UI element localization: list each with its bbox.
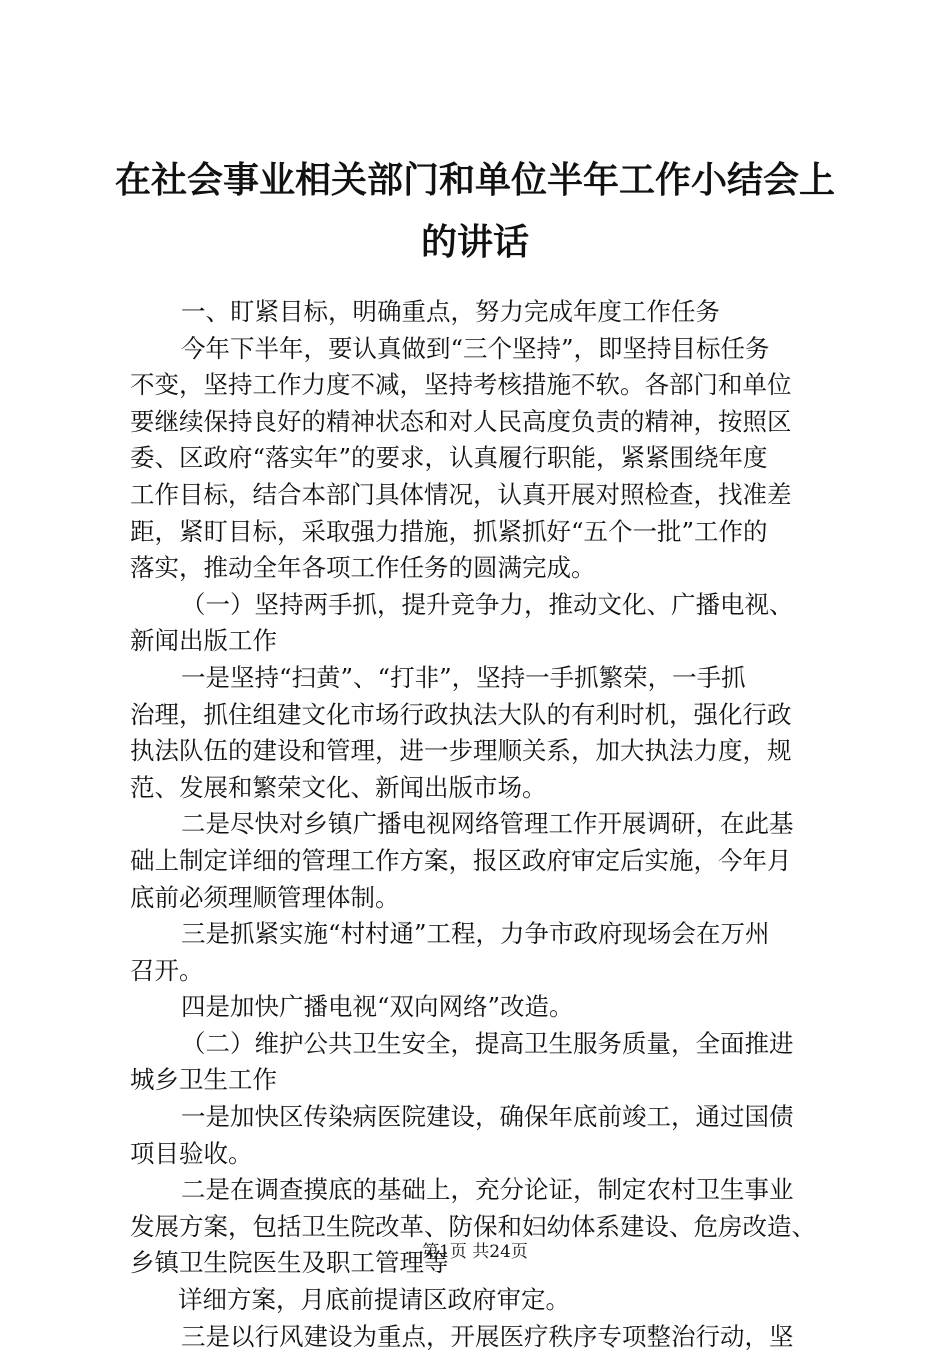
paragraph-line: 底前必须理顺管理体制。	[130, 882, 400, 912]
paragraph-line: 四是加快广播电视“双向网络”改造。	[181, 992, 574, 1022]
paragraph-line: 治理，抓住组建文化市场行政执法大队的有利时机，强化行政	[130, 699, 792, 729]
paragraph-line: 三是抓紧实施“村村通”工程，力争市政府现场会在万州	[181, 919, 770, 949]
document-title-line2: 的讲话	[420, 222, 529, 263]
document-body	[130, 294, 832, 1355]
paragraph-line: 三是以行风建设为重点，开展医疗秩序专项整治行动，坚	[181, 1321, 794, 1351]
paragraph-line: 要继续保持良好的精神状态和对人民高度负责的精神，按照区	[130, 406, 792, 436]
paragraph-line: 距，紧盯目标，采取强力措施，抓紧抓好“五个一批”工作的	[130, 516, 768, 546]
paragraph-line: 二是尽快对乡镇广播电视网络管理工作开展调研，在此基	[181, 809, 794, 839]
paragraph-line: 召开。	[130, 955, 204, 985]
subsection-heading: （一）坚持两手抓，提升竞争力，推动文化、广播电视、	[181, 589, 794, 619]
paragraph-line: 础上制定详细的管理工作方案，报区政府审定后实施，今年月	[130, 845, 792, 875]
paragraph-line: 二是在调查摸底的基础上，充分论证，制定农村卫生事业	[181, 1175, 794, 1205]
paragraph-line: 乡镇卫生院医生及职工管理等	[130, 1248, 449, 1278]
subsection-heading: 新闻出版工作	[130, 626, 277, 656]
paragraph-line: 今年下半年，要认真做到“三个坚持”，即坚持目标任务	[181, 333, 770, 363]
paragraph-line: 委、区政府“落实年”的要求，认真履行职能，紧紧围绕年度	[130, 443, 768, 473]
paragraph-line: 项目验收。	[130, 1138, 253, 1168]
paragraph-line: 发展方案，包括卫生院改革、防保和妇幼体系建设、危房改造、	[130, 1211, 816, 1241]
paragraph-line: 不变，坚持工作力度不减，坚持考核措施不软。各部门和单位	[130, 370, 792, 400]
paragraph-line: 工作目标，结合本部门具体情况，认真开展对照检查，找准差	[130, 479, 792, 509]
paragraph-line: 一是加快区传染病医院建设，确保年底前竣工，通过国债	[181, 1102, 794, 1132]
section-heading: 一、盯紧目标，明确重点，努力完成年度工作任务	[181, 297, 720, 326]
paragraph-line: 详细方案，月底前提请区政府审定。	[178, 1285, 570, 1315]
subsection-heading: （二）维护公共卫生安全，提高卫生服务质量，全面推进	[181, 1028, 794, 1058]
page-number: 第1页 共24页	[422, 1242, 528, 1262]
paragraph-line: 落实，推动全年各项工作任务的圆满完成。	[130, 553, 596, 583]
paragraph-line: 一是坚持“扫黄”、“打非”，坚持一手抓繁荣，一手抓	[181, 662, 746, 692]
document-title-line1: 在社会事业相关部门和单位半年工作小结会上	[114, 160, 835, 201]
subsection-heading: 城乡卫生工作	[130, 1065, 277, 1095]
paragraph-line: 执法队伍的建设和管理，进一步理顺关系，加大执法力度，规	[130, 736, 792, 766]
paragraph-line: 范、发展和繁荣文化、新闻出版市场。	[130, 772, 547, 802]
